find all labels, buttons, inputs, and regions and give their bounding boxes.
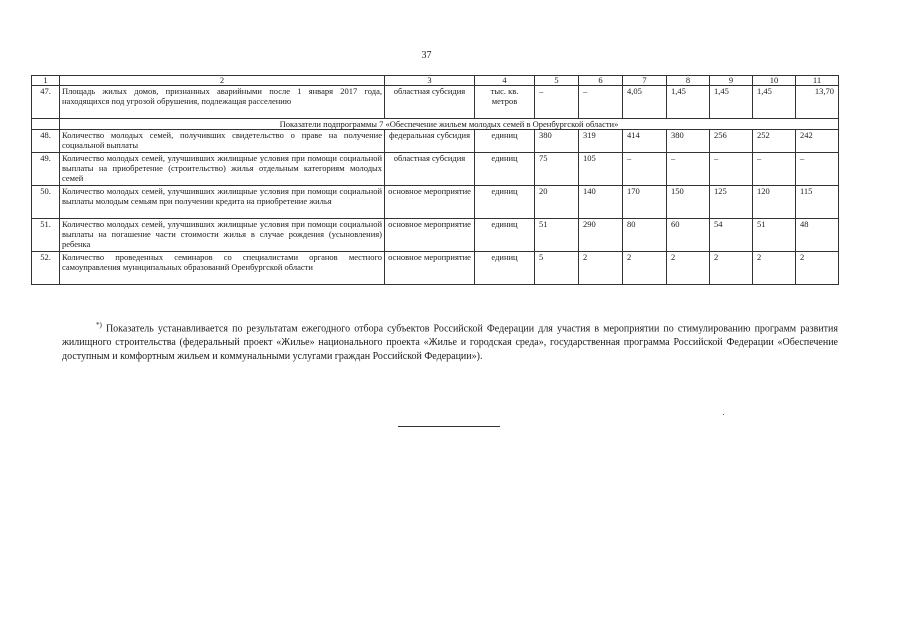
table-row [32, 130, 839, 153]
row-number: 48. [32, 130, 60, 153]
header-cell: 2 [60, 76, 385, 86]
row-number: 51. [32, 219, 60, 252]
footnote [62, 318, 838, 364]
header-cell: 8 [667, 76, 710, 86]
value-cell: 125 [710, 186, 753, 219]
value-cell: 48 [796, 219, 839, 252]
value-cell: 2 [667, 252, 710, 285]
value-cell: 120 [753, 186, 796, 219]
value-cell: 380 [535, 130, 579, 153]
value-cell: 60 [667, 219, 710, 252]
row-number: 50. [32, 186, 60, 219]
value-cell: 105 [579, 153, 623, 186]
value-cell: 319 [579, 130, 623, 153]
unit: единиц [475, 186, 535, 219]
value-cell: – [579, 86, 623, 119]
value-cell: 150 [667, 186, 710, 219]
value-cell: 140 [579, 186, 623, 219]
table-row [32, 186, 839, 219]
value-cell: 380 [667, 130, 710, 153]
value-cell: 5 [535, 252, 579, 285]
header-cell: 9 [710, 76, 753, 86]
indicators-table [31, 75, 839, 285]
value-cell: 1,45 [753, 86, 796, 119]
indicator-name: Количество молодых семей, улучшивших жилищные условия при помощи социальной выплаты на приобретение (строительство) жилья отдельным категориям молодых семей [60, 153, 385, 186]
value-cell: 290 [579, 219, 623, 252]
funding-source: основное мероприятие [385, 219, 475, 252]
indicator-name: Количество молодых семей, улучшивших жилищные условия при помощи социальной выплаты на погашение части стоимости жилья в случае рождения (усыновления) ребенка [60, 219, 385, 252]
value-cell: – [753, 153, 796, 186]
value-cell: 2 [623, 252, 667, 285]
value-cell: 115 [796, 186, 839, 219]
value-cell: 1,45 [710, 86, 753, 119]
value-cell: – [667, 153, 710, 186]
funding-source: федеральная субсидия [385, 130, 475, 153]
value-cell: – [623, 153, 667, 186]
value-cell: – [710, 153, 753, 186]
value-cell: 51 [535, 219, 579, 252]
table-row [32, 252, 839, 285]
value-cell: – [535, 86, 579, 119]
value-cell: – [796, 153, 839, 186]
unit: единиц [475, 252, 535, 285]
unit: единиц [475, 153, 535, 186]
header-cell: 11 [796, 76, 839, 86]
value-cell: 242 [796, 130, 839, 153]
section-title: Показатели подпрограммы 7 «Обеспечение жильем молодых семей в Оренбургской области» [60, 119, 839, 130]
table-row [32, 153, 839, 186]
table-row [32, 219, 839, 252]
value-cell: 414 [623, 130, 667, 153]
section-spacer [32, 119, 60, 130]
footnote-marker: *) [96, 321, 102, 329]
value-cell: 2 [710, 252, 753, 285]
scan-speck [723, 414, 724, 415]
value-cell: 2 [796, 252, 839, 285]
header-cell: 10 [753, 76, 796, 86]
header-cell: 7 [623, 76, 667, 86]
value-cell: 75 [535, 153, 579, 186]
value-cell: 2 [579, 252, 623, 285]
header-cell: 5 [535, 76, 579, 86]
value-cell: 4,05 [623, 86, 667, 119]
table-row [32, 86, 839, 119]
value-cell: 256 [710, 130, 753, 153]
value-cell: 2 [753, 252, 796, 285]
unit: единиц [475, 219, 535, 252]
section-row [32, 119, 839, 130]
indicator-name: Количество молодых семей, получивших свидетельство о праве на получение социальной выплаты [60, 130, 385, 153]
unit: тыс. кв. метров [475, 86, 535, 119]
separator-line [398, 426, 500, 427]
value-cell: 54 [710, 219, 753, 252]
page-number: 37 [421, 50, 432, 61]
funding-source: основное мероприятие [385, 252, 475, 285]
funding-source: областная субсидия [385, 153, 475, 186]
value-cell: 1,45 [667, 86, 710, 119]
header-cell: 1 [32, 76, 60, 86]
header-cell: 3 [385, 76, 475, 86]
value-cell: 13,70 [796, 86, 839, 119]
value-cell: 20 [535, 186, 579, 219]
indicator-name: Количество проведенных семинаров со специалистами органов местного самоуправления муниципальных образований Оренбургской области [60, 252, 385, 285]
indicator-name: Количество молодых семей, улучшивших жилищные условия при помощи социальной выплаты молодым семьям при получении кредита на приобретение жилья [60, 186, 385, 219]
value-cell: 170 [623, 186, 667, 219]
value-cell: 80 [623, 219, 667, 252]
table-header-row [32, 76, 839, 86]
row-number: 49. [32, 153, 60, 186]
row-number: 47. [32, 86, 60, 119]
value-cell: 51 [753, 219, 796, 252]
funding-source: основное мероприятие [385, 186, 475, 219]
header-cell: 6 [579, 76, 623, 86]
footnote-text: Показатель устанавливается по результатам ежегодного отбора субъектов Российской Федерации для участия в мероприятии по стимулированию программ развития жилищного строительства (федеральный проект «Жилье» национального проекта «Жилье и городская среда», государственная программа Российской Федерации «Обеспечение доступным и комфортным жильем и коммунальными услугами граждан Российской Федерации»). [62, 323, 838, 363]
header-cell: 4 [475, 76, 535, 86]
funding-source: областная субсидия [385, 86, 475, 119]
value-cell: 252 [753, 130, 796, 153]
row-number: 52. [32, 252, 60, 285]
indicator-name: Площадь жилых домов, признанных аварийными после 1 января 2017 года, находящихся под угрозой обрушения, подлежащая расселению [60, 86, 385, 119]
unit: единиц [475, 130, 535, 153]
